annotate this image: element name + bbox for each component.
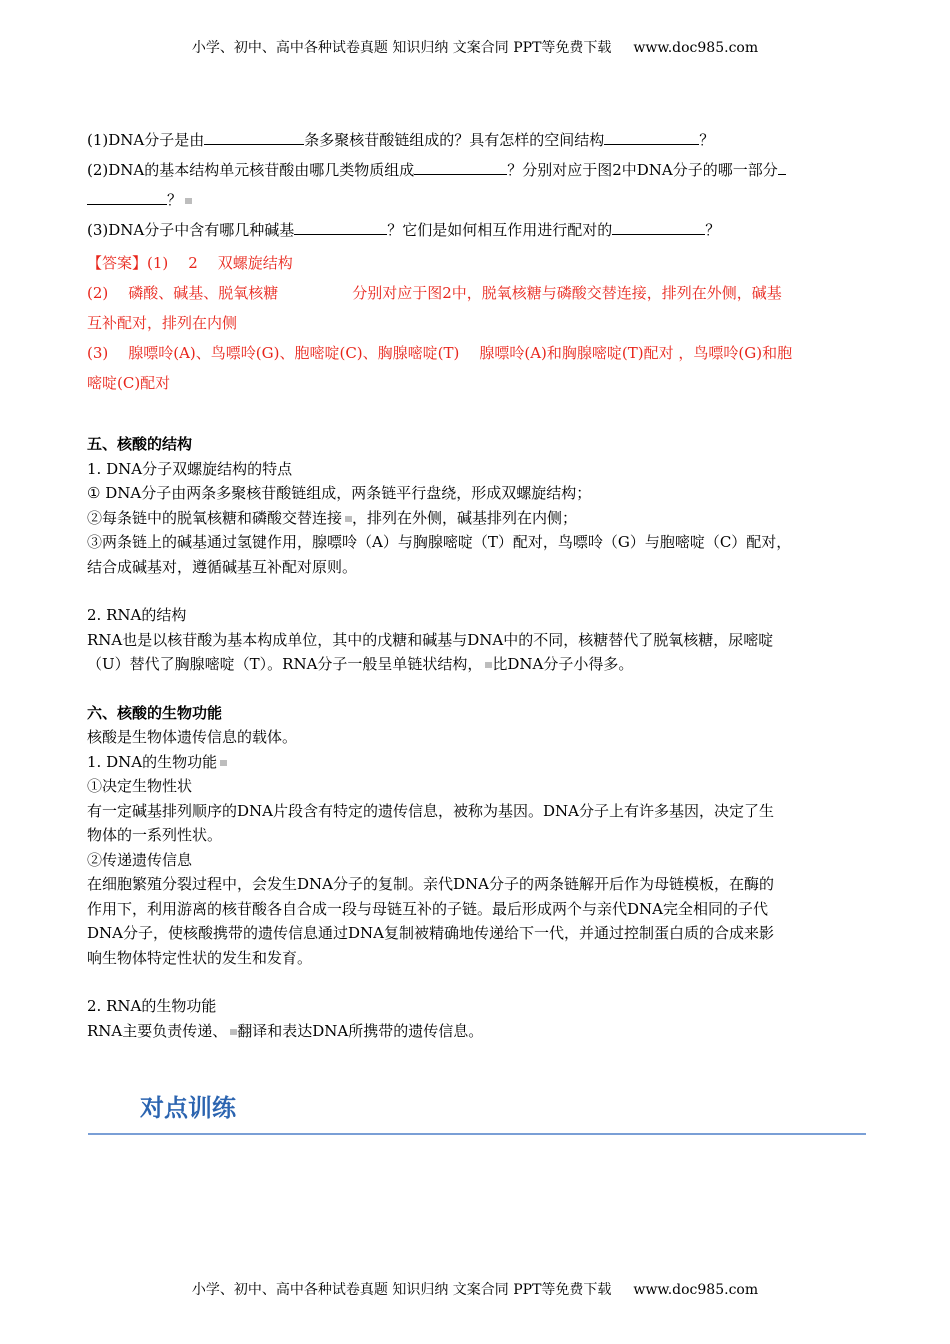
section-5-subheading-2: 2. RNA的结构 (87, 606, 187, 624)
section-6-text-7-a: RNA主要负责传递、 (87, 1021, 228, 1040)
answer-3-text-1: 腺嘌呤(A)、鸟嘌呤(G)、胞嘧啶(C)、胸腺嘧啶(T) (128, 344, 460, 362)
question-3-part-c: ？ (705, 221, 721, 239)
question-3 (87, 216, 867, 244)
answer-3-text-3: 嘧啶(C)配对 (87, 374, 171, 392)
answer-line-1 (87, 248, 867, 278)
watermark-mark (220, 760, 227, 766)
section-5 (87, 432, 867, 677)
section-5-title: 五、核酸的结构 (87, 435, 193, 453)
section-6-text-1: 有一定碱基排列顺序的DNA片段含有特定的遗传信息，被称为基因。DNA分子上有许多基因，决定了生 (87, 801, 774, 820)
footer-site: www.doc985.com (633, 1282, 759, 1298)
answer-line-5 (87, 368, 867, 398)
header-site: www.doc985.com (633, 40, 759, 56)
question-2-part-b: ？分别对应于图2中DNA分子的哪一部分 (507, 161, 778, 179)
section-5-point-2-a: ②每条链中的脱氧核糖和磷酸交替连接 (87, 508, 343, 527)
section-5-point-3-cont: 结合成碱基对，遵循碱基互补配对原则。 (87, 557, 358, 576)
question-3-part-b: ？它们是如何相互作用进行配对的 (387, 221, 613, 239)
answer-1-value: 2 (188, 254, 198, 272)
section-5-rna-text-1: RNA也是以核苷酸为基本构成单位，其中的戊糖和碱基与DNA中的不同，核糖替代了脱氧核糖，尿嘧啶 (87, 630, 774, 649)
question-2 (87, 156, 867, 184)
page-footer (0, 1279, 950, 1299)
section-6-item-1: ①决定生物性状 (87, 777, 193, 795)
answer-line-2 (87, 278, 867, 308)
section-6-text-6: 响生物体特定性状的发生和发育。 (87, 948, 313, 967)
section-6-item-2: ②传递遗传信息 (87, 850, 193, 869)
watermark-mark (185, 198, 192, 204)
blank (604, 130, 699, 145)
section-5-subheading-1: 1. DNA分子双螺旋结构的特点 (87, 459, 293, 478)
page-header (0, 37, 950, 57)
section-6-text-2: 物体的一系列性状。 (87, 826, 223, 844)
section-6-subheading-1-text: 1. DNA的生物功能 (87, 752, 218, 771)
section-6-subheading-1 (87, 750, 867, 775)
blank (778, 160, 786, 175)
watermark-mark (345, 516, 352, 522)
answer-2-number: (2) (87, 284, 109, 302)
section-5-rna-text-2-b: 比DNA分子小得多。 (492, 655, 634, 673)
answer-2-text-2: 分别对应于图2中，脱氧核糖与磷酸交替连接，排列在外侧，碱基 (352, 284, 782, 302)
blank (414, 160, 507, 175)
answer-block (87, 248, 867, 398)
question-1-part-a: (1)DNA分子是由 (87, 131, 205, 149)
section-6-text-3: 在细胞繁殖分裂过程中，会发生DNA分子的复制。亲代DNA分子的两条链解开后作为母链模板，在酶的 (87, 875, 774, 893)
answer-3-text-2: 腺嘌呤(A)和胸腺嘧啶(T)配对 ，鸟嘌呤(G)和胞 (479, 344, 793, 362)
question-1-part-b: 条多聚核苷酸链组成的？具有怎样的空间结构 (304, 131, 605, 149)
section-6-text-7 (87, 1019, 867, 1044)
question-1-part-c: ？ (699, 131, 715, 149)
section-6-subheading-2: 2. RNA的生物功能 (87, 997, 217, 1015)
section-6-title: 六、核酸的生物功能 (87, 703, 223, 722)
header-text: 小学、初中、高中各种试卷真题 知识归纳 文案合同 PPT等免费下载 (191, 40, 612, 56)
answer-2-text-1: 磷酸、碱基、脱氧核糖 (128, 284, 279, 302)
answer-line-4 (87, 338, 867, 368)
section-6-text-7-b: 翻译和表达DNA所携带的遗传信息。 (237, 1021, 484, 1040)
question-2-part-c: ？ (167, 191, 183, 209)
section-6-intro: 核酸是生物体遗传信息的载体。 (87, 728, 298, 746)
blank (204, 130, 304, 145)
section-5-point-2-b: ，排列在外侧，碱基排列在内侧； (352, 508, 578, 527)
answer-line-3 (87, 308, 867, 338)
heading-divider (88, 1133, 866, 1135)
section-6-text-5: DNA分子，使核酸携带的遗传信息通过DNA复制被精确地传递给下一代，并通过控制蛋白质的合成来影 (87, 924, 774, 942)
section-6 (87, 701, 867, 1044)
blank (612, 220, 705, 235)
question-3-part-a: (3)DNA分子中含有哪几种碱基 (87, 221, 295, 239)
blank (294, 220, 387, 235)
answer-3-number: (3) (87, 344, 109, 362)
blank (87, 190, 167, 205)
section-5-point-2 (87, 506, 867, 531)
training-heading: 对点训练 (140, 1094, 236, 1122)
answer-2-text-3: 互补配对，排列在内侧 (87, 314, 238, 332)
section-5-point-1: ① DNA分子由两条多聚核苷酸链组成，两条链平行盘绕，形成双螺旋结构； (87, 484, 592, 502)
answer-1-text: 双螺旋结构 (217, 254, 293, 272)
question-2-continued (87, 186, 867, 214)
page-content (87, 126, 867, 1043)
question-1 (87, 126, 867, 154)
section-5-rna-text-2 (87, 652, 867, 677)
footer-text: 小学、初中、高中各种试卷真题 知识归纳 文案合同 PPT等免费下载 (191, 1282, 612, 1298)
section-5-rna-text-2-a: （U）替代了胸腺嘧啶（T）。RNA分子一般呈单链状结构， (87, 655, 483, 673)
answer-label: 【答案】(1) (87, 254, 169, 272)
section-6-text-4: 作用下，利用游离的核苷酸各自合成一段与母链互补的子链。最后形成两个与亲代DNA完全相同的子代 (87, 899, 768, 918)
question-2-part-a: (2)DNA的基本结构单元核苷酸由哪几类物质组成 (87, 161, 415, 179)
section-5-point-3: ③两条链上的碱基通过氢键作用，腺嘌呤（A）与胸腺嘧啶（T）配对，鸟嘌呤（G）与胞嘧啶（C）配对， (87, 533, 792, 551)
